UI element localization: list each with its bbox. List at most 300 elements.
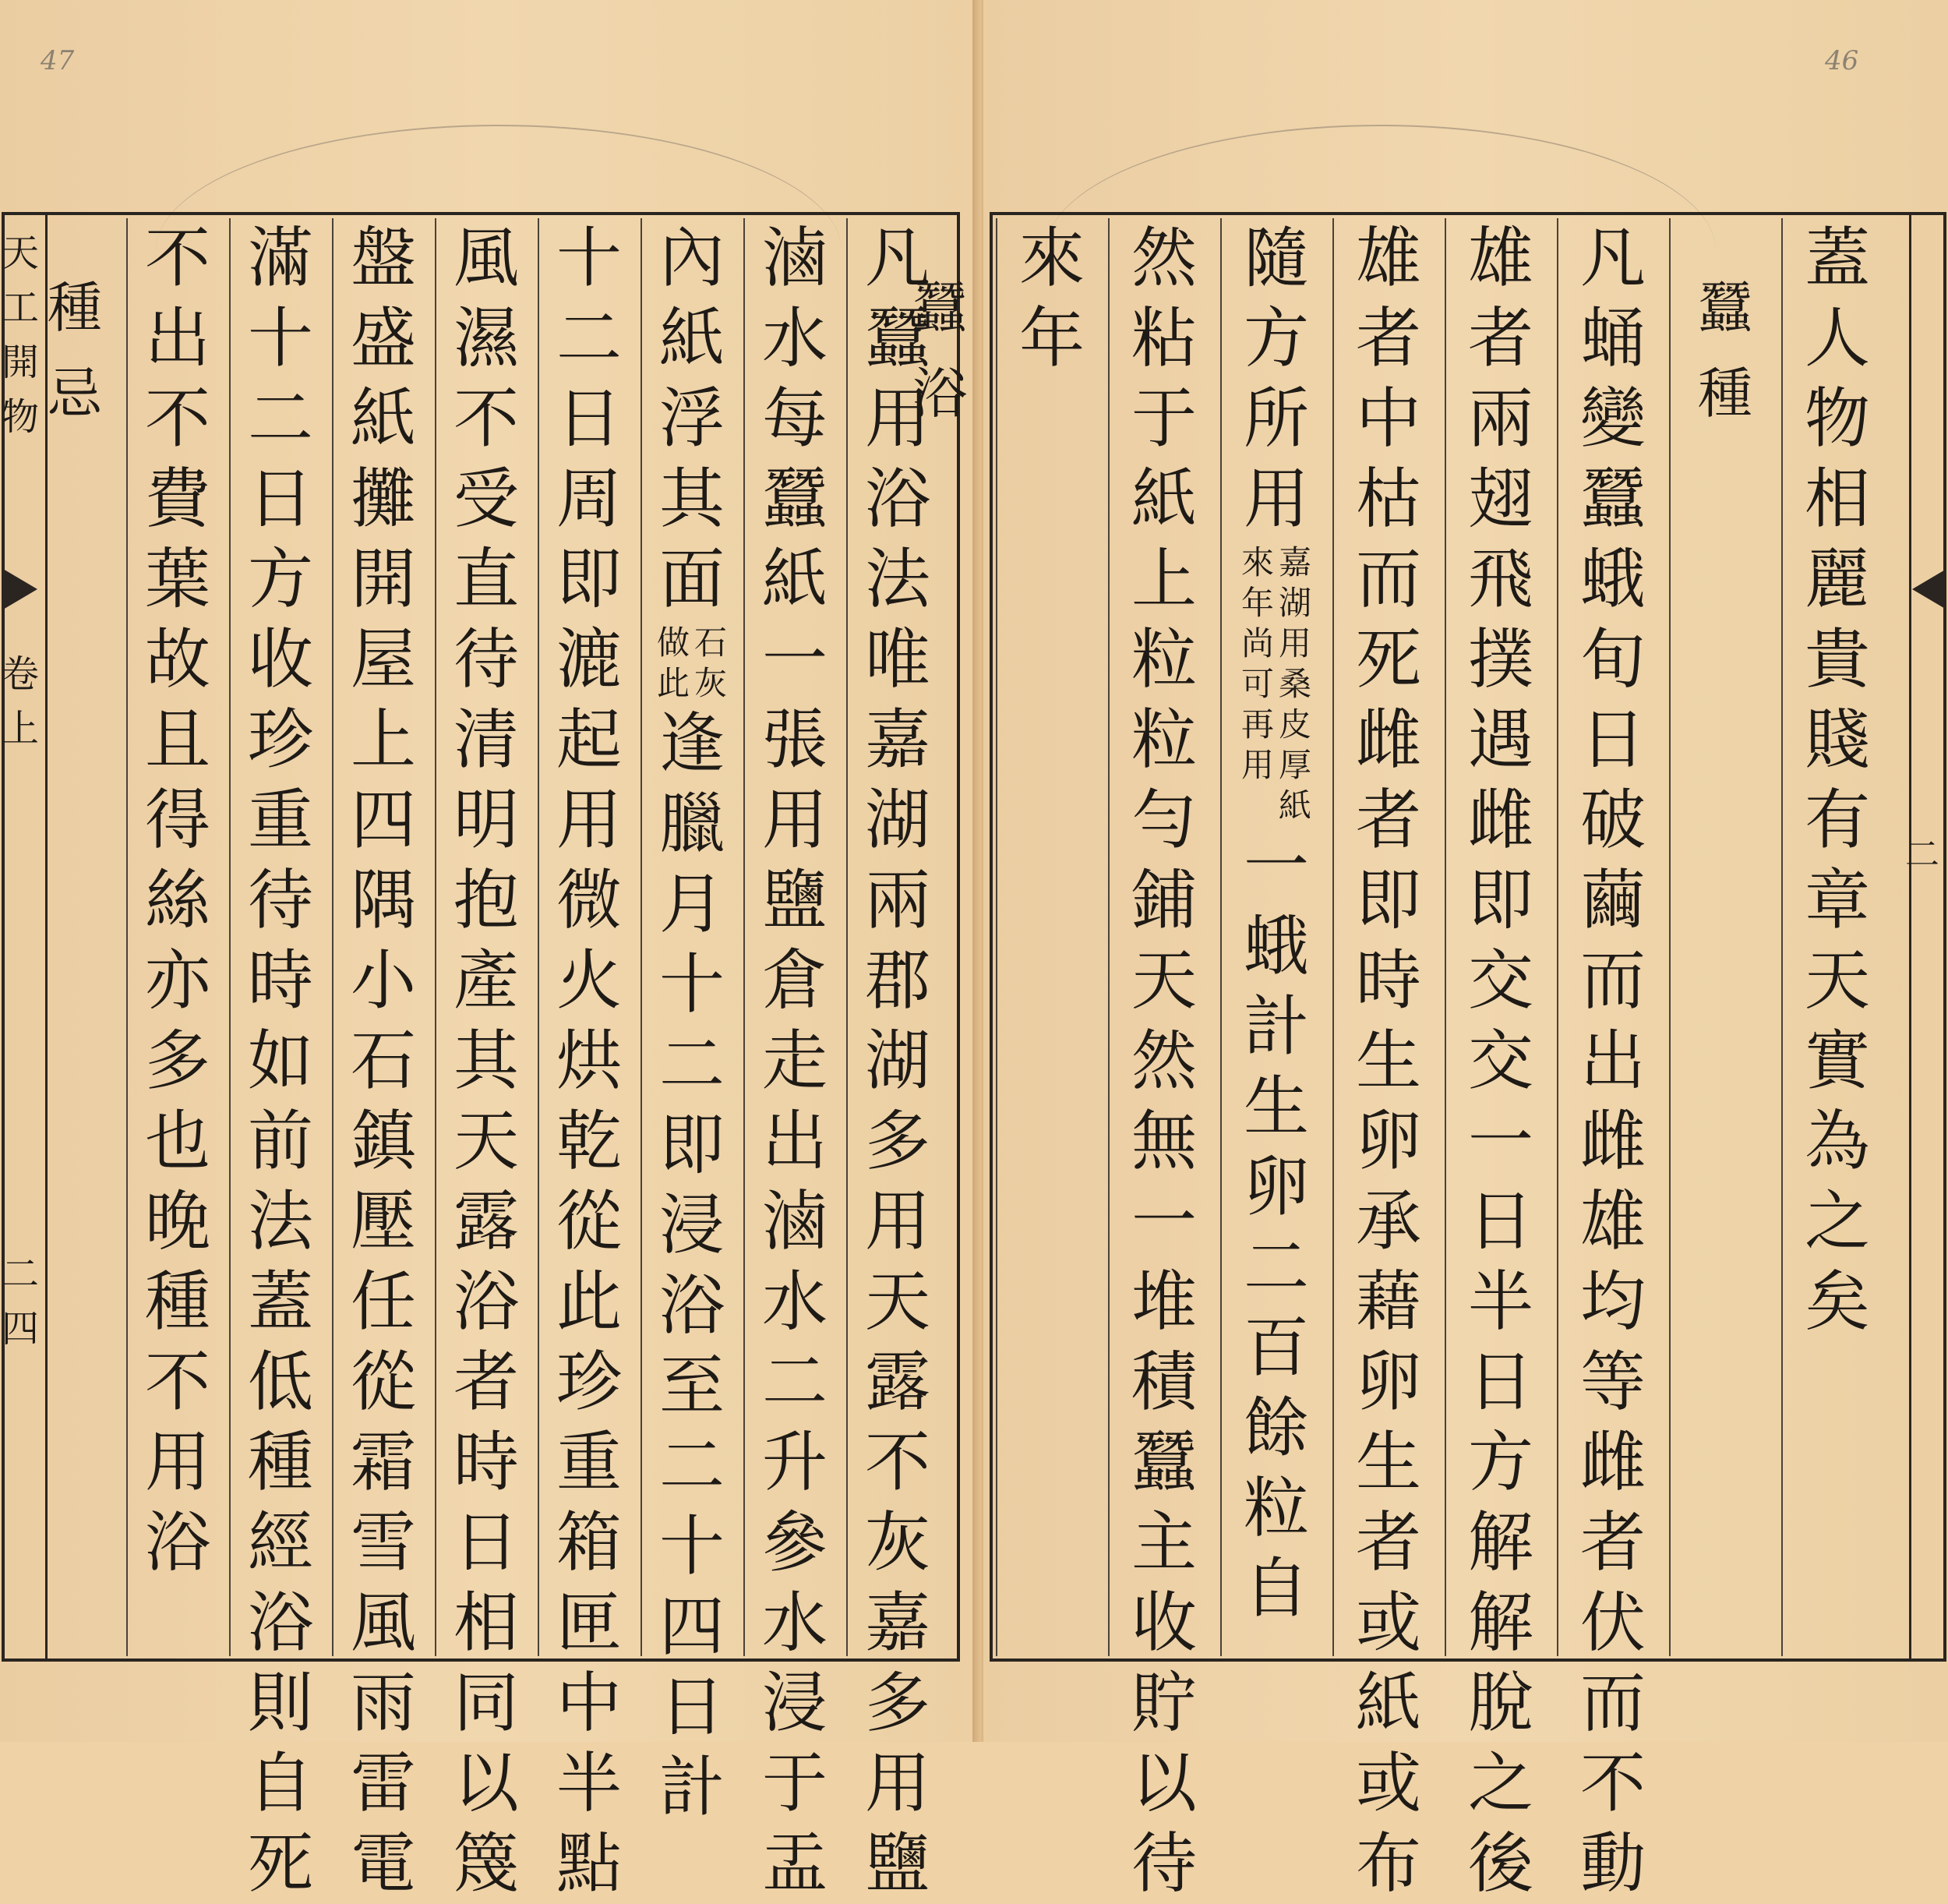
character: 石 — [694, 623, 728, 662]
character: 出 — [144, 300, 210, 376]
left-column-2 — [740, 218, 849, 1904]
character: 餘 — [1243, 1390, 1309, 1466]
character: 種 — [48, 276, 102, 340]
character: 露 — [453, 1183, 519, 1259]
character: 蠶 — [864, 300, 930, 376]
left-column-rule — [846, 218, 848, 1656]
interlinear-note — [1241, 542, 1311, 826]
character: 一 — [761, 621, 828, 698]
character: 或 — [1355, 1745, 1421, 1821]
character: 相 — [1804, 461, 1870, 537]
character: 石 — [350, 1023, 416, 1099]
margin-character: 工 — [1, 286, 39, 330]
character: 滷 — [761, 1183, 828, 1259]
character: 得 — [144, 782, 210, 858]
character: 蠶 — [761, 461, 828, 537]
character: 用 — [1279, 624, 1312, 662]
margin-character: 二 — [1905, 835, 1939, 874]
character: 費 — [144, 461, 210, 537]
text-line — [453, 218, 519, 1904]
right-column-rule — [1332, 218, 1334, 1656]
character: 方 — [247, 541, 313, 617]
character: 貴 — [1804, 621, 1870, 698]
character: 抱 — [453, 862, 519, 938]
character: 滿 — [247, 220, 313, 296]
character: 十 — [247, 300, 313, 376]
character: 即 — [658, 1107, 725, 1183]
character: 凡 — [1579, 220, 1646, 296]
character: 多 — [864, 1103, 930, 1179]
character: 火 — [556, 942, 622, 1019]
left-column-1 — [843, 218, 952, 1904]
character: 壓 — [350, 1183, 416, 1259]
character: 晚 — [144, 1183, 210, 1259]
character: 紙 — [350, 380, 416, 457]
character: 出 — [1579, 1023, 1646, 1099]
character: 日 — [1467, 1344, 1533, 1420]
character: 雄 — [1355, 220, 1421, 296]
character: 變 — [1579, 380, 1646, 457]
character: 開 — [350, 541, 416, 617]
character: 為 — [1804, 1103, 1870, 1179]
character: 二 — [1243, 1229, 1309, 1305]
character: 日 — [453, 1504, 519, 1581]
character: 鹽 — [761, 862, 828, 938]
character: 積 — [1131, 1344, 1197, 1420]
character: 或 — [1355, 1584, 1421, 1661]
character: 逢 — [658, 705, 725, 782]
character: 脫 — [1467, 1665, 1533, 1741]
character: 升 — [761, 1424, 828, 1500]
character: 無 — [1131, 1103, 1197, 1179]
character: 重 — [247, 782, 313, 858]
text-line — [1580, 218, 1646, 1904]
character: 之 — [1804, 1183, 1870, 1259]
character: 用 — [761, 782, 828, 858]
character: 人 — [1804, 300, 1870, 376]
character: 鋪 — [1131, 862, 1197, 938]
text-line — [1805, 218, 1870, 1342]
character: 破 — [1579, 782, 1646, 858]
character: 雄 — [1467, 220, 1533, 296]
character: 飛 — [1467, 541, 1533, 617]
left-column-9 — [20, 265, 129, 436]
character: 雨 — [350, 1665, 416, 1741]
character: 于 — [1131, 380, 1197, 457]
character: 來 — [1018, 220, 1085, 296]
character: 生 — [1243, 1069, 1309, 1145]
character: 者 — [1579, 1504, 1646, 1581]
text-line — [556, 218, 622, 1904]
character: 來 — [1240, 543, 1274, 581]
character: 計 — [658, 1749, 725, 1825]
character: 浴 — [247, 1584, 313, 1661]
character: 粘 — [1131, 300, 1197, 376]
character: 種 — [144, 1263, 210, 1340]
character: 不 — [864, 1424, 930, 1500]
character: 者 — [1355, 1504, 1421, 1581]
character: 紙 — [1279, 786, 1312, 825]
character: 半 — [556, 1745, 622, 1821]
character: 均 — [1579, 1263, 1646, 1340]
right-column-5 — [1334, 218, 1443, 1904]
left-column-rule — [332, 218, 333, 1656]
character: 月 — [658, 866, 725, 942]
character: 遇 — [1467, 701, 1533, 778]
character: 用 — [864, 1745, 930, 1821]
right-column-4 — [1446, 218, 1555, 1904]
character: 嘉 — [1279, 543, 1312, 581]
character: 兩 — [1467, 380, 1533, 457]
character: 紙 — [1355, 1665, 1421, 1741]
character: 水 — [761, 1584, 828, 1661]
character: 珍 — [247, 701, 313, 778]
text-line — [248, 218, 313, 1904]
character: 盤 — [350, 220, 416, 296]
character: 用 — [1243, 461, 1309, 537]
character: 雌 — [1355, 701, 1421, 778]
right-column-rule — [1781, 218, 1783, 1656]
character: 蓋 — [1804, 220, 1870, 296]
margin-character: 天 — [1, 231, 39, 275]
character: 蓋 — [247, 1263, 313, 1340]
right-column-rule — [1220, 218, 1222, 1656]
character: 上 — [1131, 541, 1197, 617]
character: 于 — [761, 1745, 828, 1821]
character: 受 — [453, 461, 519, 537]
text-line — [865, 218, 930, 1904]
text-line — [1244, 218, 1309, 539]
character: 死 — [247, 1825, 313, 1902]
left-column-8 — [123, 218, 232, 1583]
character: 湖 — [1279, 584, 1312, 622]
character: 雷 — [350, 1745, 416, 1821]
character: 中 — [556, 1665, 622, 1741]
left-column-4 — [535, 218, 644, 1904]
margin-character: 開 — [1, 341, 39, 384]
character: 起 — [556, 701, 622, 778]
character: 粒 — [1131, 621, 1197, 698]
character: 以 — [1131, 1745, 1197, 1821]
character: 主 — [1131, 1504, 1197, 1581]
left-column-6 — [329, 218, 438, 1904]
character: 盂 — [761, 1825, 828, 1902]
character: 倉 — [761, 942, 828, 1019]
left-column-7 — [226, 218, 335, 1904]
character: 一 — [1467, 1103, 1533, 1179]
character: 經 — [247, 1504, 313, 1581]
character: 等 — [1579, 1344, 1646, 1420]
character: 相 — [453, 1584, 519, 1661]
character: 浴 — [658, 1267, 725, 1344]
character: 蠶 — [1131, 1424, 1197, 1500]
character: 布 — [1355, 1825, 1421, 1902]
character: 水 — [761, 1263, 828, 1340]
character: 浴 — [453, 1263, 519, 1340]
character: 低 — [247, 1344, 313, 1420]
left-margin-block — [0, 0, 41, 1742]
text-line — [1131, 218, 1197, 1904]
character: 枯 — [1355, 461, 1421, 537]
character: 珍 — [556, 1344, 622, 1420]
character: 日 — [247, 461, 313, 537]
character: 十 — [556, 220, 622, 296]
character: 二 — [761, 1344, 828, 1420]
character: 年 — [1018, 300, 1085, 376]
character: 尚 — [1240, 624, 1274, 662]
character: 可 — [1240, 665, 1274, 703]
character: 而 — [1579, 942, 1646, 1019]
character: 半 — [1467, 1263, 1533, 1340]
character: 其 — [658, 461, 725, 537]
right-column-rule — [1445, 218, 1446, 1656]
character: 走 — [761, 1023, 828, 1099]
character: 種 — [1698, 362, 1752, 426]
text-line-continued — [659, 704, 725, 1828]
section-heading — [1698, 265, 1752, 436]
character: 重 — [556, 1424, 622, 1500]
character: 攤 — [350, 461, 416, 537]
character: 一 — [1243, 828, 1309, 904]
character: 雌 — [1579, 1424, 1646, 1500]
character: 收 — [247, 621, 313, 698]
character: 水 — [761, 300, 828, 376]
right-fishtail-mark — [1912, 569, 1946, 609]
character: 做 — [656, 623, 690, 662]
character: 此 — [556, 1263, 622, 1340]
character: 忌 — [48, 362, 102, 426]
right-column-6 — [1222, 218, 1331, 1629]
character: 四 — [658, 1588, 725, 1665]
character: 矣 — [1804, 1263, 1870, 1340]
character: 從 — [350, 1344, 416, 1420]
left-column-5 — [432, 218, 541, 1904]
character: 種 — [247, 1424, 313, 1500]
right-column-3 — [1558, 218, 1667, 1904]
character: 自 — [1243, 1550, 1309, 1627]
character: 者 — [453, 1344, 519, 1420]
character: 二 — [556, 300, 622, 376]
character: 紙 — [761, 541, 828, 617]
character: 粒 — [1243, 1470, 1309, 1546]
left-column-rule — [126, 218, 128, 1656]
character: 二 — [658, 1428, 725, 1504]
character: 乾 — [556, 1103, 622, 1179]
interlinear-note — [657, 623, 727, 704]
text-line — [145, 218, 210, 1583]
character: 伏 — [1579, 1584, 1646, 1661]
character: 日 — [1579, 701, 1646, 778]
character: 多 — [144, 1023, 210, 1099]
character: 蠶 — [912, 276, 967, 340]
character: 即 — [1467, 862, 1533, 938]
character: 不 — [144, 380, 210, 457]
character: 電 — [350, 1825, 416, 1902]
character: 浴 — [144, 1504, 210, 1581]
character: 不 — [144, 1344, 210, 1420]
character: 再 — [1240, 705, 1274, 744]
character: 雄 — [1579, 1183, 1646, 1259]
character: 旬 — [1579, 621, 1646, 698]
character: 實 — [1804, 1023, 1870, 1099]
character: 明 — [453, 782, 519, 858]
character: 浸 — [658, 1187, 725, 1263]
character: 從 — [556, 1183, 622, 1259]
character: 時 — [453, 1424, 519, 1500]
right-margin-number — [1901, 826, 1943, 876]
character: 蛾 — [1243, 908, 1309, 984]
character: 收 — [1131, 1584, 1197, 1661]
character: 年 — [1240, 584, 1274, 622]
character: 時 — [1355, 942, 1421, 1019]
left-fishtail-mark — [3, 569, 37, 609]
character: 待 — [1131, 1825, 1197, 1902]
text-line — [1356, 218, 1421, 1904]
character: 不 — [453, 380, 519, 457]
character: 天 — [1804, 942, 1870, 1019]
note-column — [1241, 542, 1274, 826]
character: 而 — [1355, 541, 1421, 617]
character: 箱 — [556, 1504, 622, 1581]
character: 同 — [453, 1665, 519, 1741]
character: 烘 — [556, 1023, 622, 1099]
character: 然 — [1131, 220, 1197, 296]
character: 日 — [1467, 1183, 1533, 1259]
character: 故 — [144, 621, 210, 698]
character: 章 — [1804, 862, 1870, 938]
character: 上 — [350, 701, 416, 778]
character: 者 — [1355, 782, 1421, 858]
character: 方 — [1467, 1424, 1533, 1500]
character: 所 — [1243, 380, 1309, 457]
character: 也 — [144, 1103, 210, 1179]
character: 出 — [761, 1103, 828, 1179]
character: 周 — [556, 461, 622, 537]
character: 湖 — [864, 1023, 930, 1099]
character: 撲 — [1467, 621, 1533, 698]
character: 法 — [247, 1183, 313, 1259]
margin-volume — [0, 647, 41, 756]
margin-page-number — [0, 1247, 41, 1356]
character: 時 — [247, 942, 313, 1019]
character: 小 — [350, 942, 416, 1019]
character: 有 — [1804, 782, 1870, 858]
character: 二 — [658, 1026, 725, 1103]
character: 蛾 — [1579, 541, 1646, 617]
character: 生 — [1355, 1023, 1421, 1099]
character: 凡 — [864, 220, 930, 296]
character: 內 — [658, 220, 725, 296]
character: 天 — [864, 1263, 930, 1340]
character: 勻 — [1131, 782, 1197, 858]
character: 待 — [453, 621, 519, 698]
character: 兩 — [864, 862, 930, 938]
character: 隅 — [350, 862, 416, 938]
right-column-1 — [1783, 218, 1892, 1342]
character: 天 — [1131, 942, 1197, 1019]
character: 點 — [556, 1825, 622, 1902]
character: 紙 — [658, 300, 725, 376]
character: 浮 — [658, 380, 725, 457]
character: 微 — [556, 862, 622, 938]
character: 如 — [247, 1023, 313, 1099]
character: 篾 — [453, 1825, 519, 1902]
right-column-rule — [1108, 218, 1110, 1656]
character: 唯 — [864, 621, 930, 698]
character: 不 — [1579, 1745, 1646, 1821]
text-line — [1019, 218, 1085, 379]
text-line-continued — [1244, 826, 1309, 1629]
character: 不 — [144, 220, 210, 296]
character: 漉 — [556, 621, 622, 698]
character: 日 — [658, 1669, 725, 1745]
character: 即 — [1355, 862, 1421, 938]
character: 法 — [864, 541, 930, 617]
character: 翅 — [1467, 461, 1533, 537]
character: 卵 — [1355, 1344, 1421, 1420]
character: 者 — [1467, 300, 1533, 376]
right-margin-divider — [1909, 215, 1911, 1658]
note-column — [657, 623, 690, 704]
character: 霜 — [350, 1424, 416, 1500]
character: 繭 — [1579, 862, 1646, 938]
character: 郡 — [864, 942, 930, 1019]
right-column-rule — [1669, 218, 1671, 1656]
character: 一 — [1131, 1183, 1197, 1259]
character: 卵 — [1243, 1149, 1309, 1225]
character: 且 — [144, 701, 210, 778]
right-column-rule — [1557, 218, 1558, 1656]
character: 方 — [1243, 300, 1309, 376]
character: 匣 — [556, 1584, 622, 1661]
character: 中 — [1355, 380, 1421, 457]
character: 用 — [556, 782, 622, 858]
character: 生 — [1355, 1424, 1421, 1500]
character: 紙 — [1131, 461, 1197, 537]
character: 鹽 — [864, 1825, 930, 1902]
character: 露 — [864, 1344, 930, 1420]
margin-character: 二 — [1, 1252, 39, 1296]
character: 二 — [247, 380, 313, 457]
character: 皮 — [1279, 705, 1312, 744]
margin-character: 四 — [1, 1307, 39, 1351]
character: 浴 — [912, 362, 967, 426]
character: 雌 — [1579, 1103, 1646, 1179]
margin-character: 卷 — [1, 652, 39, 696]
character: 葉 — [144, 541, 210, 617]
character: 而 — [1579, 1665, 1646, 1741]
left-column-rule — [229, 218, 231, 1656]
character: 灰 — [864, 1504, 930, 1581]
character: 百 — [1243, 1309, 1309, 1386]
character: 粒 — [1131, 701, 1197, 778]
character: 賤 — [1804, 701, 1870, 778]
character: 湖 — [864, 782, 930, 858]
character: 嘉 — [864, 701, 930, 778]
character: 貯 — [1131, 1665, 1197, 1741]
character: 十 — [658, 946, 725, 1023]
character: 前 — [247, 1103, 313, 1179]
character: 面 — [658, 541, 725, 617]
character: 其 — [453, 1023, 519, 1099]
section-heading — [48, 265, 102, 436]
character: 者 — [1355, 300, 1421, 376]
character: 絲 — [144, 862, 210, 938]
left-column-3 — [637, 218, 746, 1828]
character: 用 — [144, 1424, 210, 1500]
note-column — [1279, 542, 1311, 826]
character: 以 — [453, 1745, 519, 1821]
